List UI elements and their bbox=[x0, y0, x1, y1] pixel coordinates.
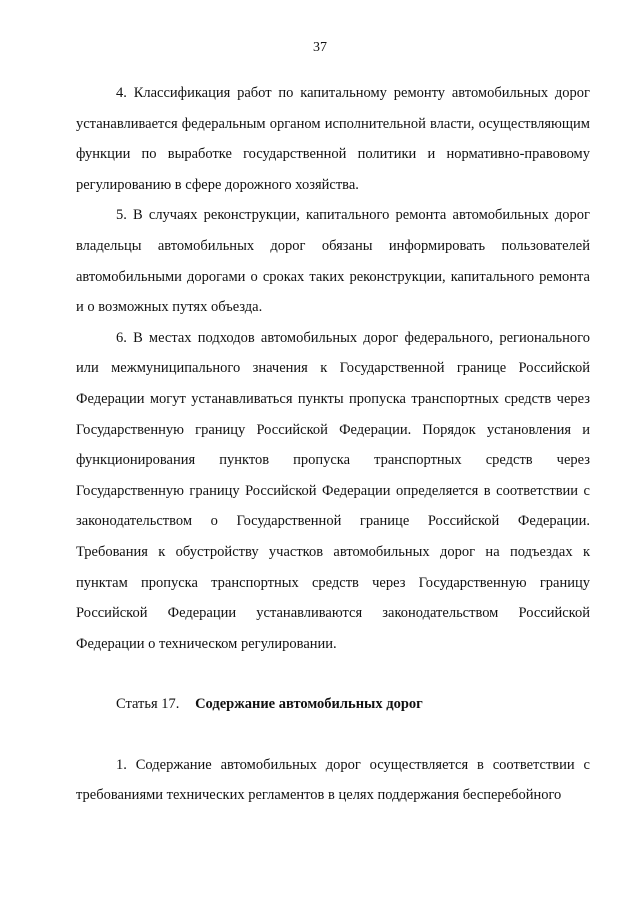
paragraph-5: 5. В случаях реконструкции, капитального ремонта автомобильных дорог владельцы автомобильных дорог обязаны информировать пользователей автомобильными дорогами о сроках таких реконструкции, капитального ремонта и о возможных путях объезда. bbox=[76, 207, 590, 316]
paragraph-4: 4. Классификация работ по капитальному ремонту автомобильных дорог устанавливается федеральным органом исполнительной власти, осуществляющим функции по выработке государственной политики и нормативно-правовому регулированию в сфере дорожного хозяйства. bbox=[76, 85, 590, 193]
page-number: 37 bbox=[313, 40, 327, 55]
paragraph-6: 6. В местах подходов автомобильных дорог федерального, регионального или межмуниципального значения к Государственной границе Российской Федерации могут устанавливаться пункты пропуска транспортных средств через Государственную границу Российской Федерации. Порядок установления и функционирования пунктов пропуска транспортных средств через Государственную границу Российской Федерации определяется в соответствии с законодательством о Государственной границе Российской Федерации. Требования к обустройству участков автомобильных дорог на подъездах к пунктам пропуска транспортных средств через Государственную границу Российской Федерации устанавливаются законодательством Российской Федерации о техническом регулировании. bbox=[76, 329, 590, 652]
section-spacer bbox=[76, 659, 590, 689]
article-paragraph-1: 1. Содержание автомобильных дорог осуществляется в соответствии с требованиями технических регламентов в целях поддержания бесперебойного bbox=[76, 756, 590, 804]
article-number: Статья 17. bbox=[116, 696, 180, 713]
article-title: Содержание автомобильных дорог bbox=[195, 696, 423, 713]
article-heading bbox=[76, 689, 590, 720]
document-body bbox=[76, 78, 590, 811]
